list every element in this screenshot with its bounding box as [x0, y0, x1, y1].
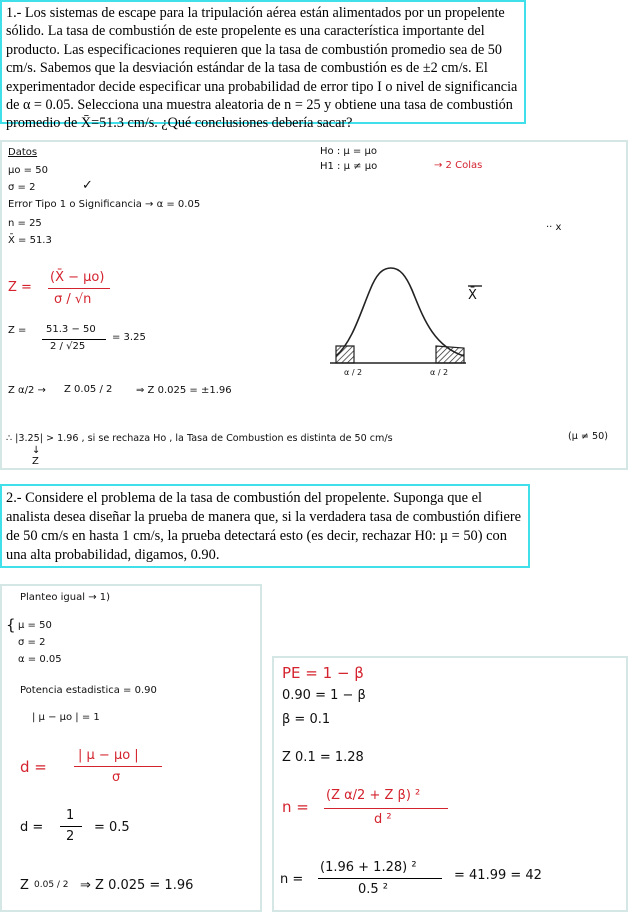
arrow-down: ↓: [32, 445, 41, 456]
n-formula-lhs: n =: [282, 798, 309, 816]
potencia-line: Potencia estadistica = 0.90: [20, 685, 157, 696]
d-formula-fraction-bar: [74, 766, 162, 767]
normal-curve-diagram: [2, 142, 628, 472]
zcrit-subscript: Z 0.05 / 2: [64, 384, 113, 395]
datos-heading: Datos: [8, 147, 38, 158]
h0-hypothesis: Ho : µ = µo: [320, 146, 377, 157]
d-formula-lhs: d =: [20, 758, 47, 776]
solution-2-panel-right: [272, 656, 628, 912]
d-formula-numerator: | µ − µo |: [78, 748, 139, 763]
n-calc-fraction-bar: [318, 878, 442, 879]
z-calc-lhs: Z =: [8, 325, 27, 336]
sigma-value-2: σ = 2: [18, 637, 46, 648]
d-calc-lhs: d =: [20, 820, 44, 835]
n-calc-lhs: n =: [280, 872, 304, 887]
solution-1-panel: [0, 140, 628, 470]
z01-value: Z 0.1 = 1.28: [282, 750, 364, 765]
problem-1-box: [0, 0, 526, 132]
z-formula-denominator: σ / √n: [54, 292, 92, 307]
n-calc-numerator: (1.96 + 1.28) ²: [320, 860, 417, 875]
z-calc-result: = 3.25: [112, 332, 146, 343]
n-formula-fraction-bar: [324, 808, 448, 809]
alpha-value: α = 0.05: [18, 654, 62, 665]
z-lhs-2: Z: [20, 878, 29, 893]
pe-formula: PE = 1 − β: [282, 664, 364, 682]
n-value: n = 25: [8, 218, 42, 229]
conclusion-line: ∴ |3.25| > 1.96 , si se rechaza Ho , la Tasa de Combustion es distinta de 50 cm/s: [6, 433, 393, 444]
n-calc-result: = 41.99 = 42: [454, 868, 542, 883]
problem-2-box: [0, 484, 530, 568]
d-calc-numerator: 1: [66, 808, 75, 823]
z-calc-numerator: 51.3 − 50: [46, 324, 96, 335]
alpha-half-right: α / 2: [430, 368, 449, 377]
brace: {: [6, 616, 16, 634]
z-formula-lhs: Z =: [8, 280, 32, 295]
n-formula-numerator: (Z α/2 + Z β) ²: [326, 788, 421, 803]
check-mark: ✓: [82, 178, 93, 193]
sigma-value: σ = 2: [8, 182, 36, 193]
planteo-line: Planteo igual → 1): [20, 592, 111, 603]
z-below-arrow: Z: [32, 456, 39, 467]
d-calc-denominator: 2: [66, 829, 75, 844]
problem-1-text: 1.- Los sistemas de escape para la tripulación aérea están alimentados por un propelente sólido. La tasa de combustión de este propelente es una característica importante del producto. Las especificaciones requieren que la tasa de combustión promedio sea de 50 cm/s. Sabemos que la desviación estándar de la tasa de combustión es de ±2 cm/s. El experimentador decide especificar una probabilidad de error tipo I o nivel de significancia de α = 0.05. Selecciona una muestra aleatoria de n = 25 y obtiene una tasa de combustión promedio de X̄=51.3 cm/s. ¿Qué conclusiones debería sacar?: [6, 5, 518, 132]
n-formula-denominator: d ²: [374, 812, 392, 827]
bell-curve: [336, 268, 464, 356]
xbar-value: X̄ = 51.3: [8, 235, 52, 246]
problem-2-text: 2.- Considere el problema de la tasa de combustión del propelente. Suponga que el analista desea diseñar la prueba de manera que, si la verdadera tasa de combustión difiere de 50 cm/s en hasta 1 cm/s, la prueba detectará esto (es decir, rechazar H0: µ = 50) con una alta probabilidad, digamos, 0.90.: [6, 490, 522, 563]
mu0-value: µo = 50: [8, 165, 48, 176]
beta-value: β = 0.1: [282, 712, 331, 727]
alpha-half-left: α / 2: [344, 368, 363, 377]
z-formula-numerator: (X̄ − µo): [50, 270, 105, 285]
z-subscript-2: 0.05 / 2: [34, 880, 69, 890]
difference-line: | µ − µo | = 1: [32, 712, 100, 723]
error-type-line: Error Tipo 1 o Significancia → α = 0.05: [8, 199, 201, 210]
mu-value: µ = 50: [18, 620, 52, 631]
conclusion-note: (µ ≠ 50): [568, 431, 608, 442]
n-calc-denominator: 0.5 ²: [358, 882, 389, 897]
z-calc-denominator: 2 / √25: [50, 341, 86, 352]
zcrit-result: ⇒ Z 0.025 = ±1.96: [136, 385, 232, 396]
pe-equation: 0.90 = 1 − β: [282, 688, 366, 703]
d-formula-denominator: σ: [112, 770, 121, 785]
zcrit-lhs: Z α/2 →: [8, 385, 46, 396]
right-tail-region: [436, 346, 464, 363]
stray-mark: ·· x: [546, 222, 562, 233]
d-calc-fraction-bar: [60, 826, 82, 827]
xbar-label: X̄: [468, 288, 477, 303]
two-tails-note: → 2 Colas: [434, 160, 483, 171]
z-result-2: ⇒ Z 0.025 = 1.96: [80, 878, 194, 893]
d-calc-result: = 0.5: [94, 820, 130, 835]
h1-hypothesis: H1 : µ ≠ µo: [320, 161, 378, 172]
left-tail-region: [336, 346, 354, 363]
solution-2-panel-left: [0, 584, 262, 912]
